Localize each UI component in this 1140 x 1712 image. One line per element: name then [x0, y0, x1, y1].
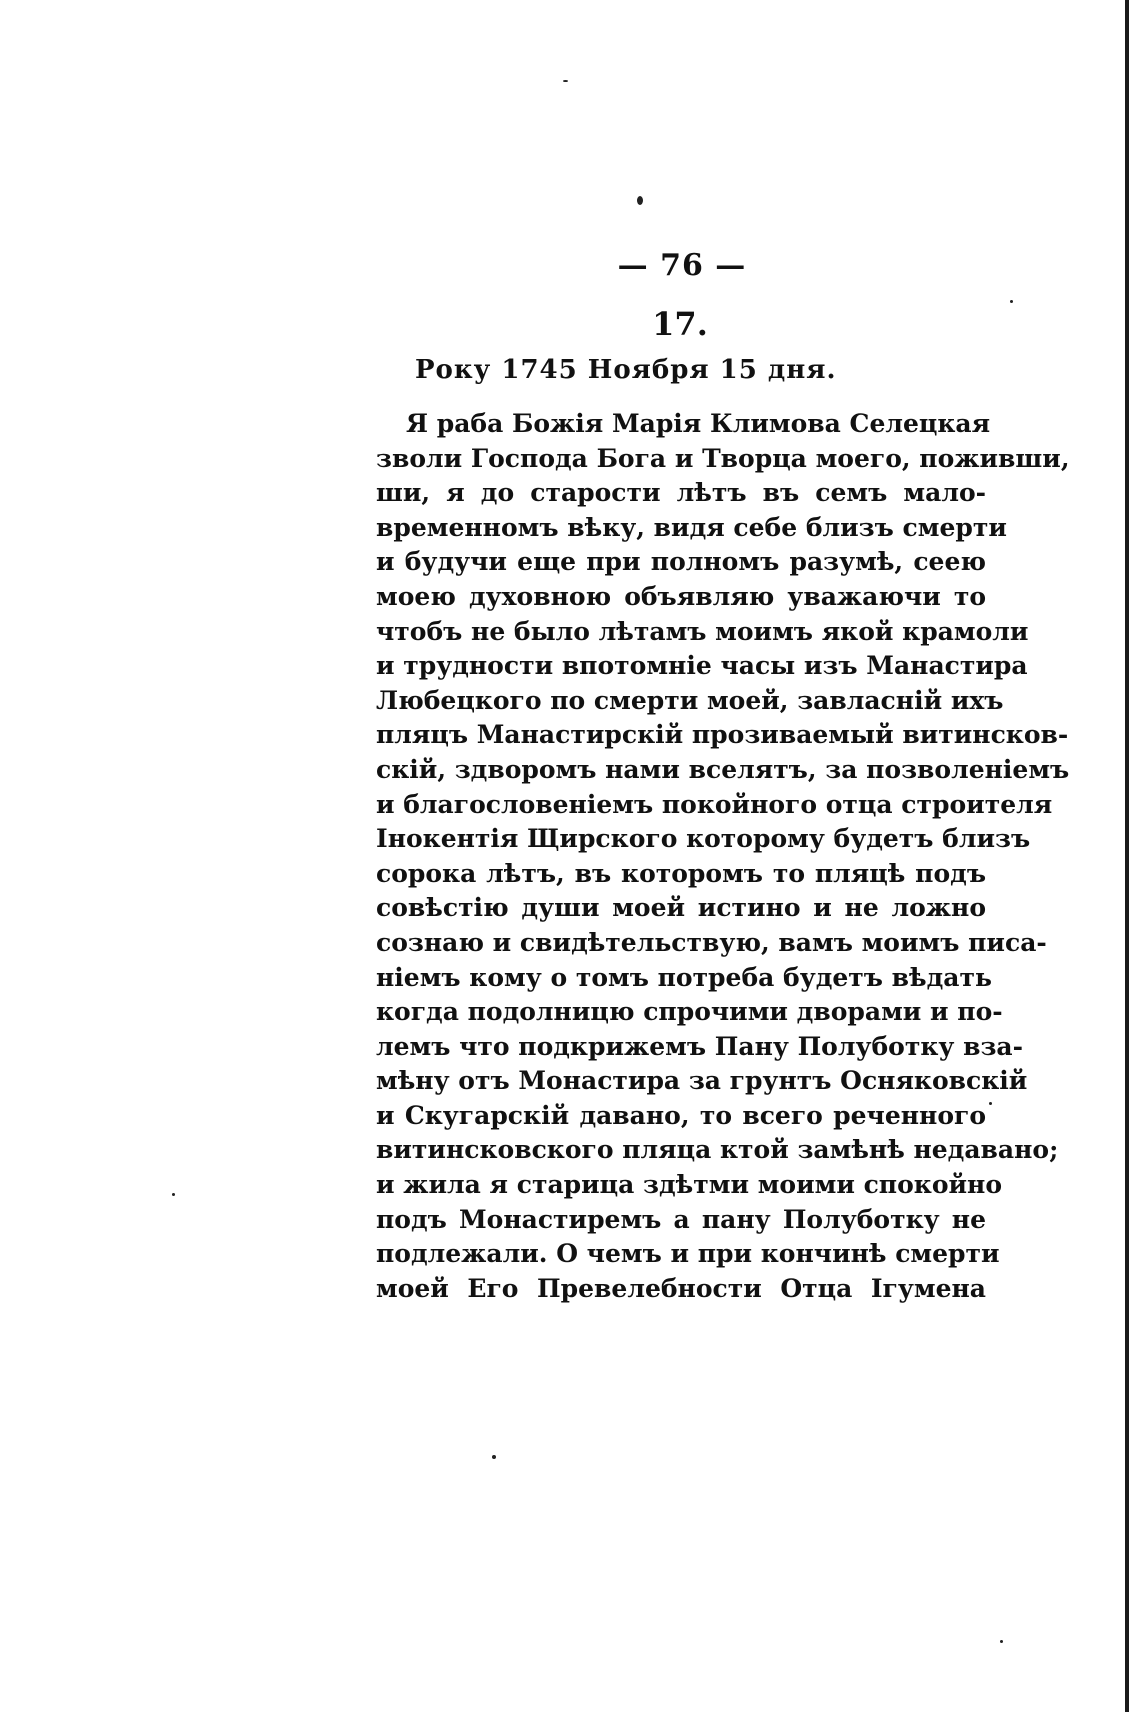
- print-speck: [563, 80, 568, 82]
- print-speck: [1000, 1640, 1003, 1643]
- body-line: мѣну отъ Монастира за грунтъ Осняковскій: [376, 1066, 1028, 1096]
- body-paragraph: [376, 407, 1070, 1306]
- body-line: скій, здворомъ нами вселятъ, за позволеніемъ: [376, 754, 1070, 784]
- body-line: и жила я старица здѣтми моими спокойно: [376, 1170, 1003, 1200]
- print-speck: [637, 196, 643, 205]
- body-line: и трудности впотомніе часы изъ Манастира: [376, 651, 1028, 681]
- body-line: подъ Монастиремъ а пану Полуботку не: [376, 1204, 986, 1234]
- body-line: совѣстію души моей истино и не ложно: [376, 893, 986, 923]
- body-line: витинсковского пляца ктой замѣнѣ недавано;: [376, 1135, 1059, 1165]
- body-line: моею духовною объявляю уважаючи то: [376, 581, 986, 611]
- body-line: подлежали. О чемъ и при кончинѣ смерти: [376, 1239, 1000, 1269]
- page-number: [0, 248, 1140, 283]
- print-speck: [492, 1455, 496, 1459]
- body-line: Я раба Божія Марія Климова Селецкая: [406, 409, 991, 438]
- body-line: сорока лѣтъ, въ которомъ то пляцѣ подъ: [376, 858, 986, 888]
- body-line: временномъ вѣку, видя себе близъ смерти: [376, 512, 1007, 542]
- body-line: пляцъ Манастирскій прозиваемый витинсков-: [376, 720, 1069, 750]
- body-line: чтобъ не было лѣтамъ моимъ якой крамоли: [376, 616, 1029, 646]
- document-number: [0, 305, 1140, 343]
- body-line: когда подолницю спрочими дворами и по-: [376, 997, 1003, 1027]
- body-line: ніемъ кому о томъ потреба будетъ вѣдать: [376, 962, 992, 992]
- body-line: и благословеніемъ покойного отца строителя: [376, 789, 1053, 819]
- body-line: и будучи еще при полномъ разумѣ, сеею: [376, 547, 986, 577]
- body-line: сознаю и свидѣтельствую, вамъ моимъ писа-: [376, 927, 1047, 957]
- print-speck: [989, 1102, 992, 1105]
- date-line: Року 1745 Ноября 15 дня.: [415, 355, 837, 385]
- page-number-text: — 76 —: [617, 248, 747, 283]
- body-line: Інокентія Щирского которому будетъ близъ: [376, 824, 1031, 854]
- body-line: ши, я до старости лѣтъ въ семъ мало-: [376, 478, 986, 508]
- print-speck: [172, 1193, 175, 1196]
- body-line: лемъ что подкрижемъ Пану Полуботку вза-: [376, 1031, 1023, 1061]
- document-number-text: 17.: [652, 305, 708, 343]
- print-speck: [1010, 300, 1013, 303]
- body-line: Любецкого по смерти моей, завласній ихъ: [376, 685, 1004, 715]
- body-line: и Скугарскій давано, то всего реченного: [376, 1100, 986, 1130]
- body-line: моей Его Превелебности Отца Ігумена: [376, 1273, 986, 1303]
- body-line: зволи Господа Бога и Творца моего, поживши,: [376, 443, 1070, 473]
